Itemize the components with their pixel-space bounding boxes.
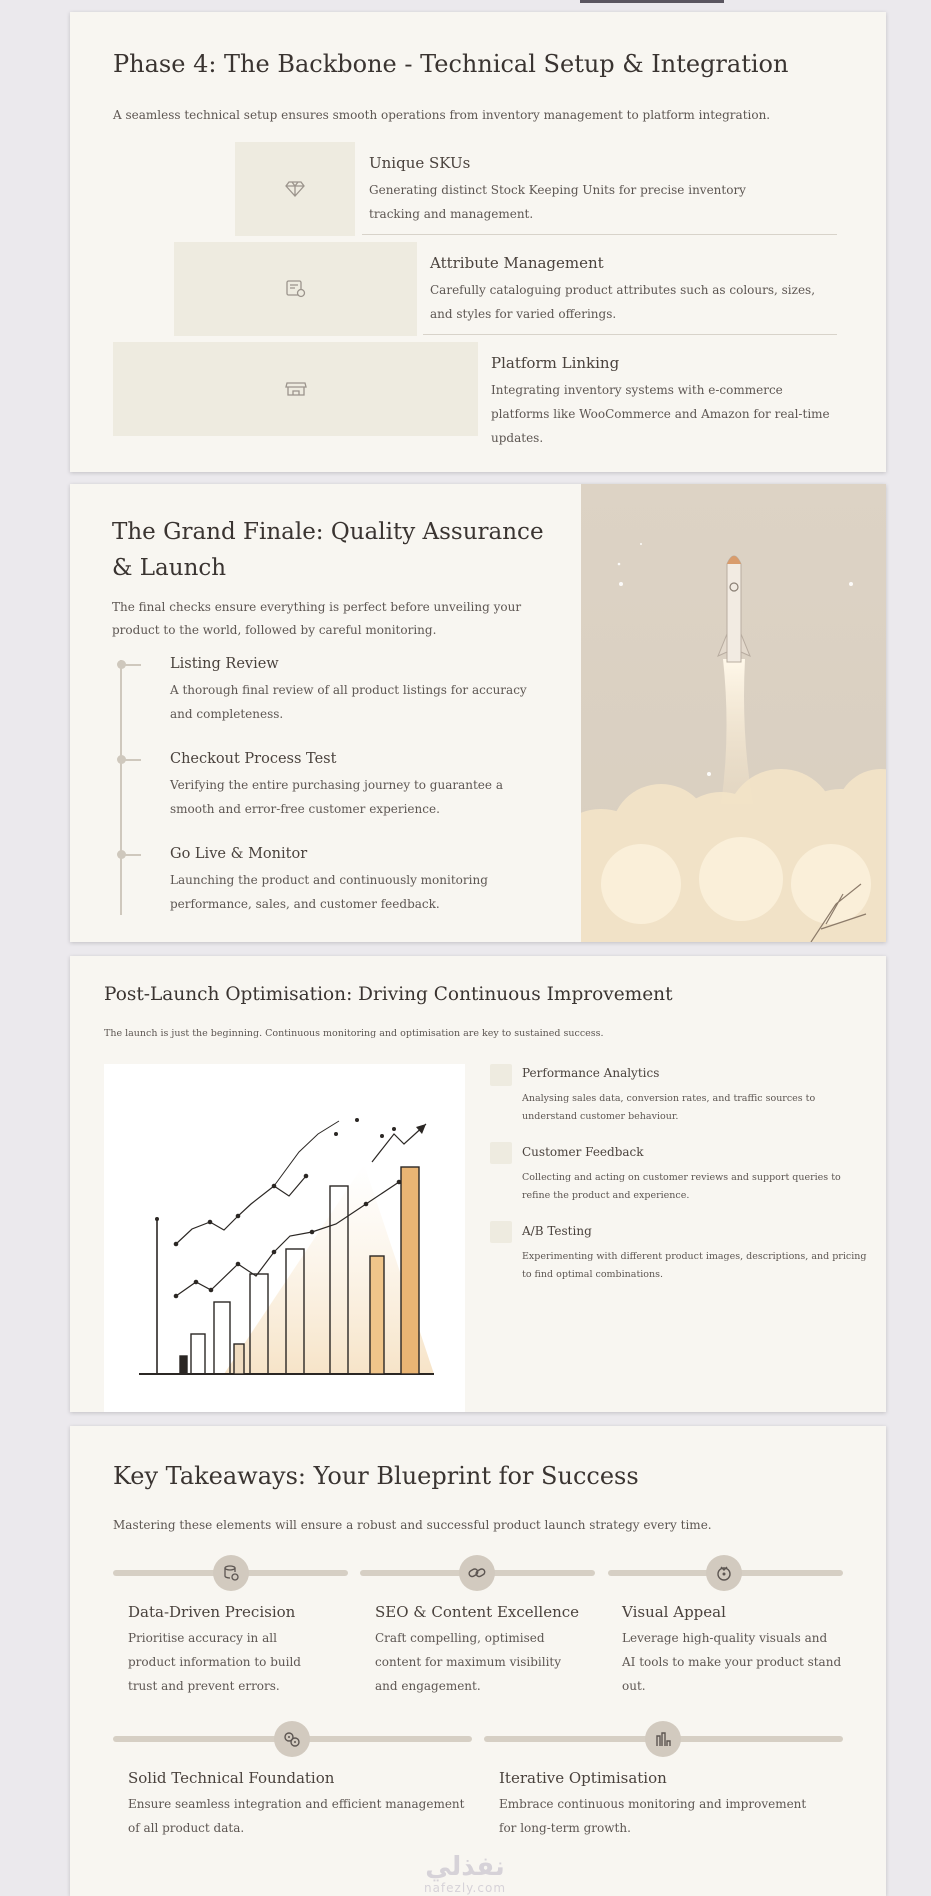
step-title: Unique SKUs: [369, 154, 471, 172]
item-title: A/B Testing: [522, 1224, 592, 1238]
slide-title: Phase 4: The Backbone - Technical Setup & Integration: [113, 50, 789, 78]
timeline-tick: [123, 759, 141, 761]
timeline-desc: Verifying the entire purchasing journey to guarantee a smooth and error-free customer experience.: [170, 778, 503, 816]
scroll-indicator: [580, 0, 724, 3]
slide-finale: [70, 484, 886, 942]
takeaway-desc: Prioritise accuracy in all product information to build trust and prevent errors.: [128, 1631, 301, 1693]
step-title: Platform Linking: [491, 354, 620, 372]
palette-icon: [706, 1555, 742, 1591]
item-title: Performance Analytics: [522, 1066, 660, 1080]
slide-subtitle: A seamless technical setup ensures smooth operations from inventory management to platform integration.: [113, 108, 771, 122]
watermark-latin: nafezly.com: [423, 1881, 507, 1895]
item-desc: Experimenting with different product images, descriptions, and pricing to find optimal combinations.: [522, 1251, 867, 1280]
divider: [423, 334, 837, 335]
step-desc: Integrating inventory systems with e-commerce platforms like WooCommerce and Amazon for real-time updates.: [491, 383, 830, 445]
step-desc: Generating distinct Stock Keeping Units for precise inventory tracking and management.: [369, 183, 746, 221]
takeaway-title: Data-Driven Precision: [128, 1603, 296, 1621]
takeaway-desc: Leverage high-quality visuals and AI tools to make your product stand out.: [622, 1631, 842, 1693]
timeline-desc: A thorough final review of all product listings for accuracy and completeness.: [170, 683, 527, 721]
analytics-marker: [490, 1064, 512, 1086]
link-icon: [459, 1555, 495, 1591]
step-desc: Carefully cataloguing product attributes such as colours, sizes, and styles for varied offerings.: [430, 283, 816, 321]
feedback-marker: [490, 1142, 512, 1164]
takeaway-desc: Craft compelling, optimised content for maximum visibility and engagement.: [375, 1631, 562, 1693]
rocket-illustration: [581, 484, 886, 942]
slide-title: Key Takeaways: Your Blueprint for Success: [113, 1462, 639, 1490]
timeline-title: Checkout Process Test: [170, 751, 337, 767]
timeline-line: [120, 660, 122, 915]
watermark-arabic: نفذلي: [425, 1852, 505, 1882]
item-title: Customer Feedback: [522, 1145, 644, 1159]
step-box: [174, 242, 417, 336]
item-desc: Collecting and acting on customer reviews and support queries to refine the product and experience.: [522, 1172, 841, 1201]
slide-title: Post-Launch Optimisation: Driving Continuous Improvement: [104, 984, 673, 1005]
takeaway-title: Iterative Optimisation: [499, 1769, 667, 1787]
takeaway-desc: Embrace continuous monitoring and improvement for long-term growth.: [499, 1797, 807, 1835]
step-title: Attribute Management: [430, 254, 604, 272]
timeline-desc: Launching the product and continuously monitoring performance, sales, and customer feedback.: [170, 873, 488, 911]
slide-subtitle: The final checks ensure everything is perfect before unveiling your product to the world, followed by careful monitoring.: [112, 600, 522, 637]
timeline-title: Go Live & Monitor: [170, 846, 308, 862]
takeaway-title: Solid Technical Foundation: [128, 1769, 335, 1787]
growth-chart-illustration: [104, 1064, 465, 1412]
slide-title: The Grand Finale: Quality Assurance & Launch: [112, 519, 544, 581]
data-icon: [213, 1555, 249, 1591]
step-box: [235, 142, 355, 236]
testing-marker: [490, 1221, 512, 1243]
item-desc: Analysing sales data, conversion rates, and traffic sources to understand customer behaviour.: [522, 1093, 816, 1122]
timeline-tick: [123, 854, 141, 856]
step-box: [113, 342, 478, 436]
slide-subtitle: The launch is just the beginning. Continuous monitoring and optimisation are key to sustained success.: [104, 1028, 604, 1039]
divider: [362, 234, 837, 235]
timeline-tick: [123, 664, 141, 666]
watermark-logo: [410, 1853, 520, 1895]
growth-icon: [645, 1721, 681, 1757]
settings-list-icon: [286, 280, 306, 298]
slide-post-launch: [70, 956, 886, 1412]
slide-phase4: [70, 12, 886, 472]
takeaway-desc: Ensure seamless integration and efficient management of all product data.: [128, 1797, 465, 1835]
takeaway-title: SEO & Content Excellence: [375, 1603, 580, 1621]
slide-takeaways: [70, 1426, 886, 1896]
diamond-icon: [285, 181, 305, 197]
takeaway-title: Visual Appeal: [622, 1603, 726, 1621]
slide-subtitle: Mastering these elements will ensure a robust and successful product launch strategy every time.: [113, 1518, 712, 1532]
storefront-icon: [285, 382, 307, 396]
gears-icon: [274, 1721, 310, 1757]
timeline-title: Listing Review: [170, 656, 279, 672]
